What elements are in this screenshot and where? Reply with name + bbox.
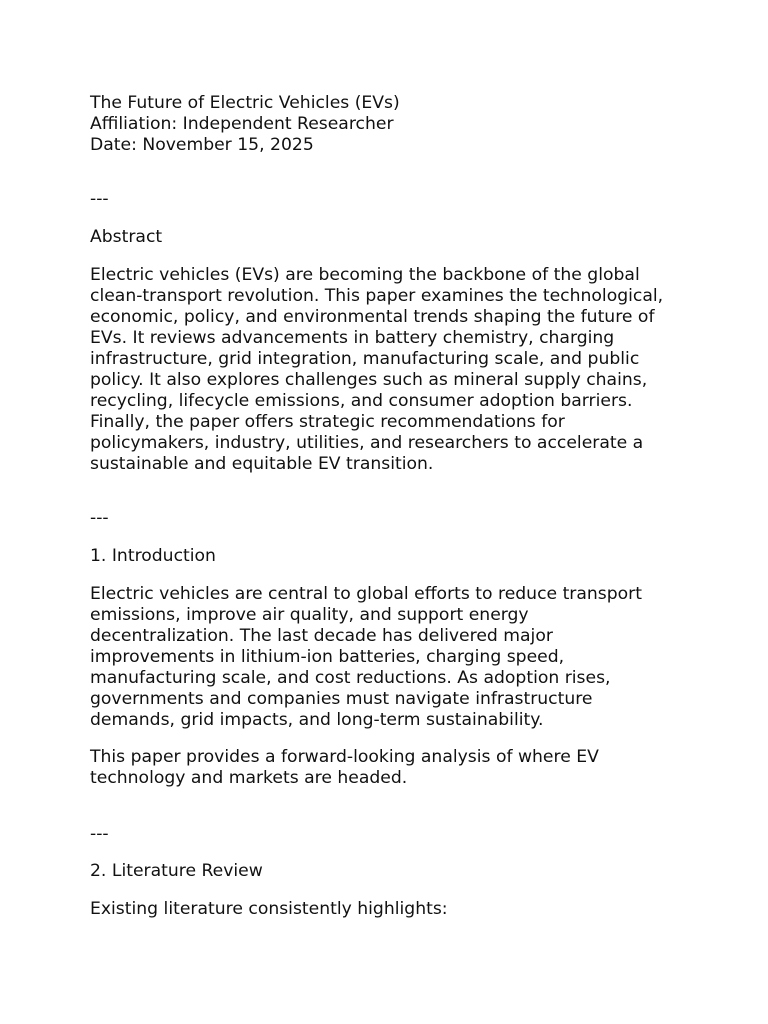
abstract-line: sustainable and equitable EV transition.: [90, 454, 434, 474]
introduction-line: manufacturing scale, and cost reductions. As adoption rises,: [90, 668, 611, 688]
introduction-line: improvements in lithium-ion batteries, charging speed,: [90, 647, 565, 667]
introduction-line: Electric vehicles are central to global efforts to reduce transport: [90, 584, 642, 604]
introduction-line: decentralization. The last decade has delivered major: [90, 626, 553, 646]
abstract-line: policy. It also explores challenges such as mineral supply chains,: [90, 370, 648, 390]
abstract-line: recycling, lifecycle emissions, and consumer adoption barriers.: [90, 391, 633, 411]
abstract-line: Electric vehicles (EVs) are becoming the backbone of the global: [90, 265, 640, 285]
introduction-line: technology and markets are headed.: [90, 768, 408, 788]
abstract-line: Finally, the paper offers strategic recommendations for: [90, 412, 565, 432]
literature-review-intro: Existing literature consistently highlights:: [90, 899, 448, 919]
document-title: The Future of Electric Vehicles (EVs): [90, 93, 400, 113]
section-separator: ---: [90, 189, 109, 209]
abstract-line: infrastructure, grid integration, manufacturing scale, and public: [90, 349, 640, 369]
introduction-line: governments and companies must navigate infrastructure: [90, 689, 593, 709]
section-separator: ---: [90, 824, 109, 844]
introduction-paragraph-1: [90, 584, 690, 731]
introduction-line: This paper provides a forward-looking analysis of where EV: [90, 747, 599, 767]
introduction-paragraph-2: [90, 747, 690, 789]
introduction-line: emissions, improve air quality, and support energy: [90, 605, 529, 625]
introduction-line: demands, grid impacts, and long-term sustainability.: [90, 710, 544, 730]
introduction-heading: 1. Introduction: [90, 546, 216, 566]
abstract-line: policymakers, industry, utilities, and researchers to accelerate a: [90, 433, 644, 453]
abstract-line: clean-transport revolution. This paper examines the technological,: [90, 286, 664, 306]
abstract-heading: Abstract: [90, 227, 163, 247]
document-affiliation: Affiliation: Independent Researcher: [90, 114, 394, 134]
document-header: [90, 93, 690, 156]
document-date: Date: November 15, 2025: [90, 135, 314, 155]
abstract-line: economic, policy, and environmental trends shaping the future of: [90, 307, 655, 327]
section-separator: ---: [90, 508, 109, 528]
abstract-line: EVs. It reviews advancements in battery chemistry, charging: [90, 328, 615, 348]
abstract-paragraph: [90, 265, 690, 475]
literature-review-heading: 2. Literature Review: [90, 861, 263, 881]
